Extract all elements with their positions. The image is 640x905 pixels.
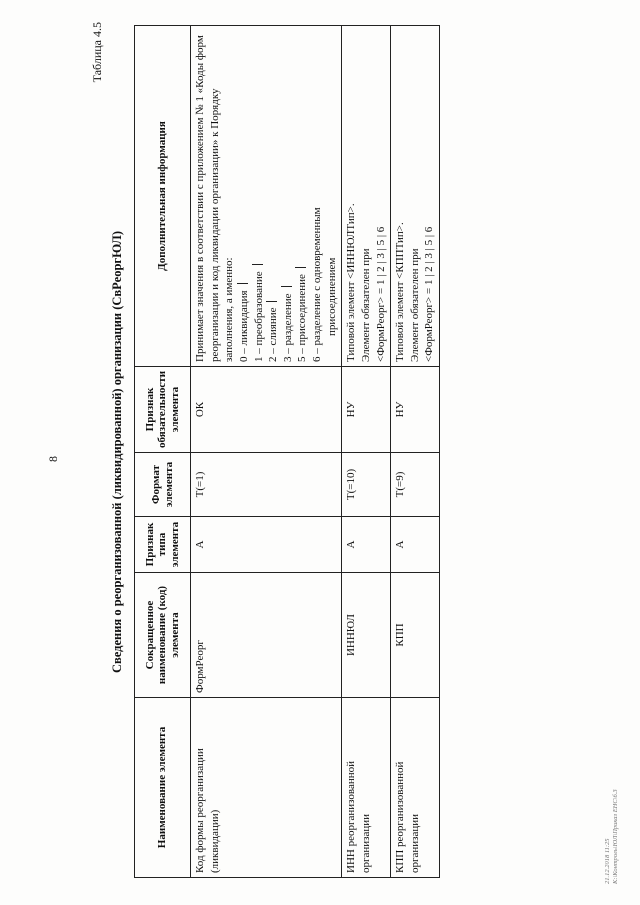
column-header-type: Признак типа элемента: [135, 517, 191, 573]
row-code: ИННЮЛ: [342, 573, 391, 698]
separator-bar: [281, 286, 292, 287]
info-line: <ФормРеорг> = 1 | 2 | 3 | 5 | 6: [423, 226, 436, 362]
info-item: [295, 30, 310, 362]
info-item: [281, 30, 296, 362]
info-line: Элемент обязателен при: [359, 248, 372, 362]
elements-table: [134, 25, 440, 878]
row-required: НУ: [391, 367, 440, 453]
column-header-format: Формат элемента: [135, 453, 191, 517]
info-item: [266, 30, 281, 362]
row-type: А: [191, 517, 342, 573]
column-header-name: Наименование элемента: [135, 698, 191, 878]
info-item-text: 6 – разделение с одновременным: [311, 207, 323, 362]
table-row: [191, 26, 342, 878]
info-line: <ФормРеорг> = 1 | 2 | 3 | 5 | 6: [374, 226, 387, 362]
column-header-required: Признак обязательности элемента: [135, 367, 191, 453]
row-info: [391, 26, 440, 367]
info-item-text: 0 – ликвидация: [237, 290, 250, 362]
info-line: Элемент обязателен при: [408, 248, 421, 362]
row-code: КПП: [391, 573, 440, 698]
page-number: 8: [46, 456, 60, 462]
info-item: [252, 30, 267, 362]
column-header-code: Сокращенное наименование (код) элемента: [135, 573, 191, 698]
info-item: [237, 30, 252, 362]
info-item-text: 3 – разделение: [281, 293, 294, 362]
row-type: А: [391, 517, 440, 573]
row-code: ФормРеорг: [191, 573, 342, 698]
row-info: [191, 26, 342, 367]
row-type: А: [342, 517, 391, 573]
row-format: Т(=1): [191, 453, 342, 517]
table-row: [391, 26, 440, 878]
info-line: Типовой элемент <КППТип>.: [394, 222, 407, 362]
separator-bar: [295, 267, 306, 268]
row-info: [342, 26, 391, 367]
info-item: [310, 30, 325, 362]
info-line: Типовой элемент <ИННЮЛТип>.: [345, 203, 358, 362]
info-item-text: 2 – слияние: [267, 307, 280, 362]
info-tail: присоединением: [325, 257, 338, 336]
file-stamp: [604, 789, 620, 884]
separator-bar: [237, 283, 248, 284]
table-label: Таблица 4.5: [90, 22, 104, 83]
stamp-line: К:\Контроль\ЮЛ\Приказ ЕНС\б.3: [612, 789, 620, 884]
column-header-info: Дополнительная информация: [135, 26, 191, 367]
table-row: [342, 26, 391, 878]
table-title: Сведения о реорганизованной (ликвидированной) организации (СвРеоргЮЛ): [110, 231, 124, 673]
table-header-row: [135, 26, 191, 878]
row-format: Т(=9): [391, 453, 440, 517]
info-item-text: 1 – преобразование: [252, 271, 265, 362]
stamp-line: 21.12.2018 11:25: [604, 838, 611, 884]
separator-bar: [252, 264, 263, 265]
row-required: ОК: [191, 367, 342, 453]
rotated-document-page: [10, 12, 630, 892]
row-name: Код формы реорганизации (ликвидации): [191, 698, 342, 878]
separator-bar: [266, 301, 277, 302]
info-item-text: 5 – присоединение: [296, 274, 309, 362]
info-intro: Принимает значения в соответствии с приложением № 1 «Коды форм реорганизации и код ликвидации организации» к Порядку заполнения, а именно:: [194, 35, 236, 362]
row-format: Т(=10): [342, 453, 391, 517]
row-required: НУ: [342, 367, 391, 453]
row-name: КПП реорганизованной организации: [391, 698, 440, 878]
row-name: ИНН реорганизованной организации: [342, 698, 391, 878]
